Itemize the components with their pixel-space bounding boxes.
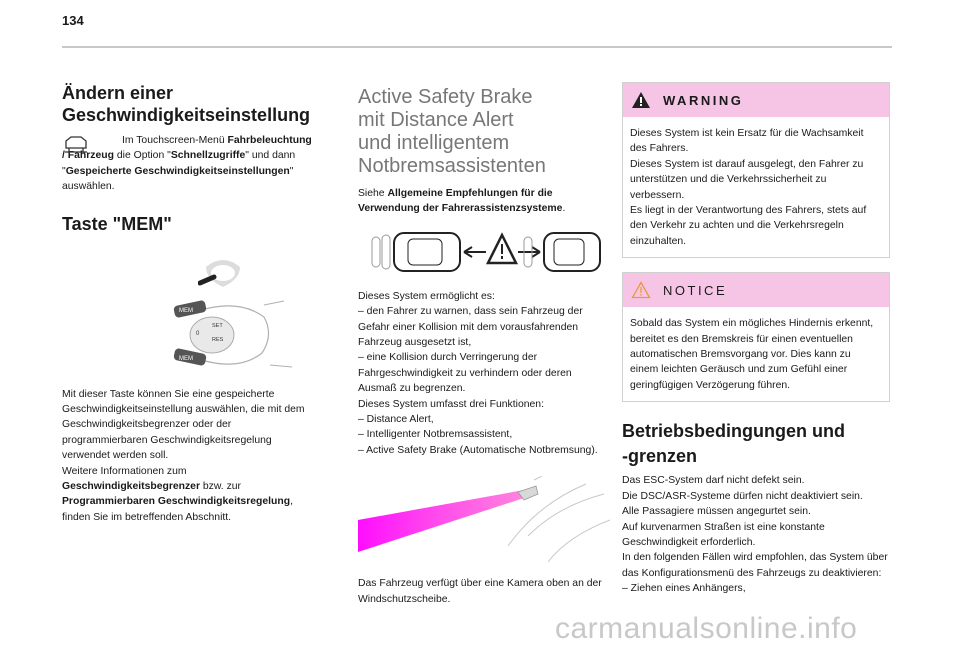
warning-box — [622, 82, 890, 258]
more-info-text: , finden Sie im betreffenden Abschnitt. — [62, 496, 293, 523]
condition-line: Das ESC-System darf nicht defekt sein. — [622, 475, 805, 487]
mem-description: Mit dieser Taste können Sie eine gespeicherte Geschwindigkeitseinstellung auswählen, die mit dem Geschwindigkeitsbegrenzer oder der programmierbaren Geschwindigkeitsregelung verwendet werden soll. — [62, 388, 305, 462]
warning-line: Dieses System ist darauf ausgelegt, den Fahrer zu unterstützen und die Verkehrssicherheit zu verbessern. — [630, 158, 864, 201]
speed-limiter-ref: Geschwindigkeitsbegrenzer — [62, 481, 201, 493]
header-divider — [62, 46, 892, 48]
touchscreen-icon — [63, 135, 89, 155]
condition-line: Auf kurvenarmen Straßen ist eine konstante Geschwindigkeit erforderlich. — [622, 521, 825, 548]
notice-title: NOTICE — [663, 282, 728, 298]
warning-header — [623, 83, 889, 117]
steering-wheel-icon — [198, 249, 248, 293]
steering-illustration — [62, 249, 312, 375]
heading-line: Notbremsassistenten — [358, 155, 546, 177]
intro-text: Im Touchscreen-Menü — [122, 135, 228, 146]
camera-caption: Das Fahrzeug verfügt über eine Kamera oben an der Windschutzscheibe. — [358, 578, 602, 605]
conditions-list — [622, 473, 890, 596]
set-label: SET — [212, 322, 223, 329]
condition-line: Die DSC/ASR-Systeme dürfen nicht deaktiviert sein. — [622, 490, 863, 502]
mem-label-bottom: MEM — [179, 355, 193, 362]
section-heading-mem: Taste "MEM" — [62, 213, 172, 234]
column-right — [622, 82, 890, 597]
column-left — [62, 82, 312, 525]
notice-body — [623, 307, 889, 401]
recommendations-ref: Allgemeine Empfehlungen für die Verwendung der Fahrerassistenzsysteme — [358, 188, 563, 215]
more-info-text: Weitere Informationen zum — [62, 465, 187, 477]
condition-line: In den folgenden Fällen wird empfohlen, das System über das Konfigurationsmenü des Fahrzeugs zu deaktivieren: — [622, 552, 888, 579]
heading-line: Active Safety Brake — [358, 86, 533, 108]
cruise-control-ref: Programmierbaren Geschwindigkeitsregelung — [62, 496, 291, 508]
intro-menu-name: Fahrbeleuchtung / Fahrzeug — [62, 135, 312, 162]
column-middle — [358, 86, 610, 607]
heading-line: -grenzen — [622, 446, 698, 467]
description-line: – den Fahrer zu warnen, dass sein Fahrzeug der Gefahr einer Kollision mit dem vorausfahrenden Fahrzeug ausgesetzt ist, — [358, 306, 583, 349]
intro-text: " auswählen. — [62, 165, 294, 193]
intro-text: " und dann " — [62, 150, 296, 177]
description-line: – Active Safety Brake (Automatische Notbremsung). — [358, 444, 598, 456]
notice-box — [622, 272, 890, 402]
intro-submenu-name: Gespeicherte Geschwindigkeitseinstellungen — [65, 165, 290, 177]
notice-triangle-icon — [631, 281, 651, 299]
cruise-control-stalk-icon — [152, 295, 322, 373]
section-heading-asb — [358, 86, 610, 178]
see-text: . — [562, 203, 566, 215]
section-heading-speed-setting: Ändern einer Geschwindigkeitseinstellung — [62, 83, 311, 125]
notice-text: Sobald das System ein mögliches Hindernis erkennt, bereitet es den Bremskreis für einen eventuellen automatischen Bremsvorgang vor. Dies kann zu einem leichten Geräusch und zum Gefühl einer geringfügigen Verzögerung führen. — [630, 318, 874, 391]
mem-more-info — [62, 464, 312, 526]
see-text: Siehe — [358, 188, 388, 199]
description-line: Dieses System ermöglicht es: — [358, 290, 495, 302]
res-label: RES — [212, 336, 224, 343]
warning-triangle-icon — [631, 91, 651, 109]
collision-warning-illustration — [364, 229, 604, 275]
heading-line: Betriebsbedingungen und — [622, 421, 845, 442]
watermark: carmanualsonline.info — [555, 612, 858, 645]
description-line: – Intelligenter Notbremsassistent, — [358, 429, 513, 441]
condition-line: Alle Passagiere müssen angegurtet sein. — [622, 506, 811, 518]
warning-title: WARNING — [663, 92, 744, 108]
asb-description — [358, 289, 610, 458]
mem-label-top: MEM — [179, 307, 193, 314]
heading-line: mit Distance Alert — [358, 109, 514, 131]
warning-line: Dieses System ist kein Ersatz für die Wachsamkeit des Fahrers. — [630, 128, 864, 155]
notice-header — [623, 273, 889, 307]
warning-line: Es liegt in der Verantwortung des Fahrers, stets auf den Verkehr zu achten und die Verkehrsregeln einzuhalten. — [630, 205, 867, 247]
see-recommendations — [358, 186, 610, 217]
heading-line: und intelligentem — [358, 132, 510, 154]
intro-option-name: Schnellzugriffe — [170, 150, 246, 162]
collision-warning-triangle-icon — [488, 235, 516, 263]
zero-label: 0 — [196, 330, 200, 337]
description-line: – eine Kollision durch Verringerung der Fahrgeschwindigkeit zu verhindern oder deren Ausmaß zu begrenzen. — [358, 352, 572, 395]
rear-car-icon — [372, 233, 460, 271]
touchscreen-instruction — [62, 133, 312, 195]
description-line: – Distance Alert, — [358, 414, 434, 426]
camera-illustration — [358, 476, 610, 564]
section-heading-conditions — [622, 420, 890, 467]
description-line: Dieses System umfasst drei Funktionen: — [358, 398, 544, 410]
condition-line: – Ziehen eines Anhängers, — [622, 583, 746, 595]
intro-text: die Option " — [113, 150, 171, 162]
warning-body — [623, 117, 889, 257]
more-info-text: bzw. zur — [200, 481, 242, 493]
page-number: 134 — [62, 13, 84, 28]
